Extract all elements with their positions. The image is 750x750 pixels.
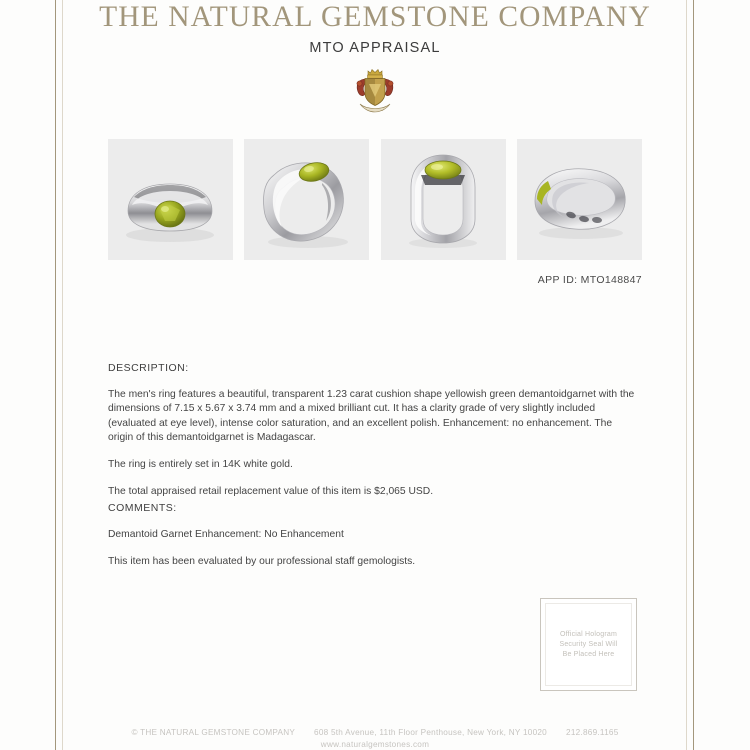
- hologram-seal-text: [559, 630, 617, 660]
- hologram-seal-line-2: Security Seal Will: [559, 640, 618, 648]
- comments-section: [108, 502, 639, 570]
- company-title: THE NATURAL GEMSTONE COMPANY: [99, 1, 651, 33]
- description-paragraph: The ring is entirely set in 14K white gold.: [108, 459, 293, 471]
- hologram-seal-line-1: Official Hologram: [560, 630, 617, 638]
- hologram-seal-inner-border: [545, 603, 632, 686]
- document-footer: [0, 727, 750, 750]
- description-paragraph: The men's ring features a beautiful, transparent 1.23 carat cushion shape yellowish green demantoidgarnet with the dimensions of 7.15 x 5.67 x 3.74 mm and a mixed brilliant cut. It has a clarity grade of very slightly included (evaluated at eye level), intense color saturation, and an excellent polish. Enhancement: no enhancement. The origin of this demantoidgarnet is Madagascar.: [108, 389, 635, 443]
- ring-photo-rear-angled[interactable]: [517, 139, 642, 260]
- frame-rule-right-outer: [693, 0, 694, 750]
- ring-photo-side-three-quarter[interactable]: [244, 139, 369, 260]
- frame-rule-left-outer: [55, 0, 56, 750]
- ring-photo-front-upright[interactable]: [381, 139, 506, 260]
- comments-paragraph: Demantoid Garnet Enhancement: No Enhancement: [108, 529, 344, 540]
- hologram-seal-placeholder: [540, 598, 637, 691]
- comments-paragraph: This item has been evaluated by our professional staff gemologists.: [108, 556, 416, 568]
- app-id-label: APP ID: MTO148847: [537, 274, 642, 286]
- description-heading: DESCRIPTION:: [108, 362, 189, 374]
- frame-rule-left-inner: [62, 0, 63, 750]
- frame-rule-right-inner: [686, 0, 687, 750]
- description-paragraph: The total appraised retail replacement value of this item is $2,065 USD.: [108, 486, 434, 498]
- footer-website[interactable]: www.naturalgemstones.com: [320, 740, 430, 749]
- ring-photo-gallery: [108, 139, 642, 260]
- footer-copyright: © THE NATURAL GEMSTONE COMPANY: [131, 728, 295, 737]
- footer-contact-line: [0, 727, 750, 739]
- comments-heading: COMMENTS:: [108, 502, 177, 514]
- heraldic-crest-icon: [353, 66, 397, 116]
- description-section: [108, 362, 639, 500]
- footer-address: 608 5th Avenue, 11th Floor Penthouse, New York, NY 10020: [314, 728, 547, 737]
- ring-photo-front-angled[interactable]: [108, 139, 233, 260]
- footer-phone: 212.869.1165: [566, 728, 619, 737]
- hologram-seal-line-3: Be Placed Here: [562, 650, 615, 658]
- document-masthead: [0, 2, 750, 56]
- document-subtitle: MTO APPRAISAL: [309, 39, 441, 56]
